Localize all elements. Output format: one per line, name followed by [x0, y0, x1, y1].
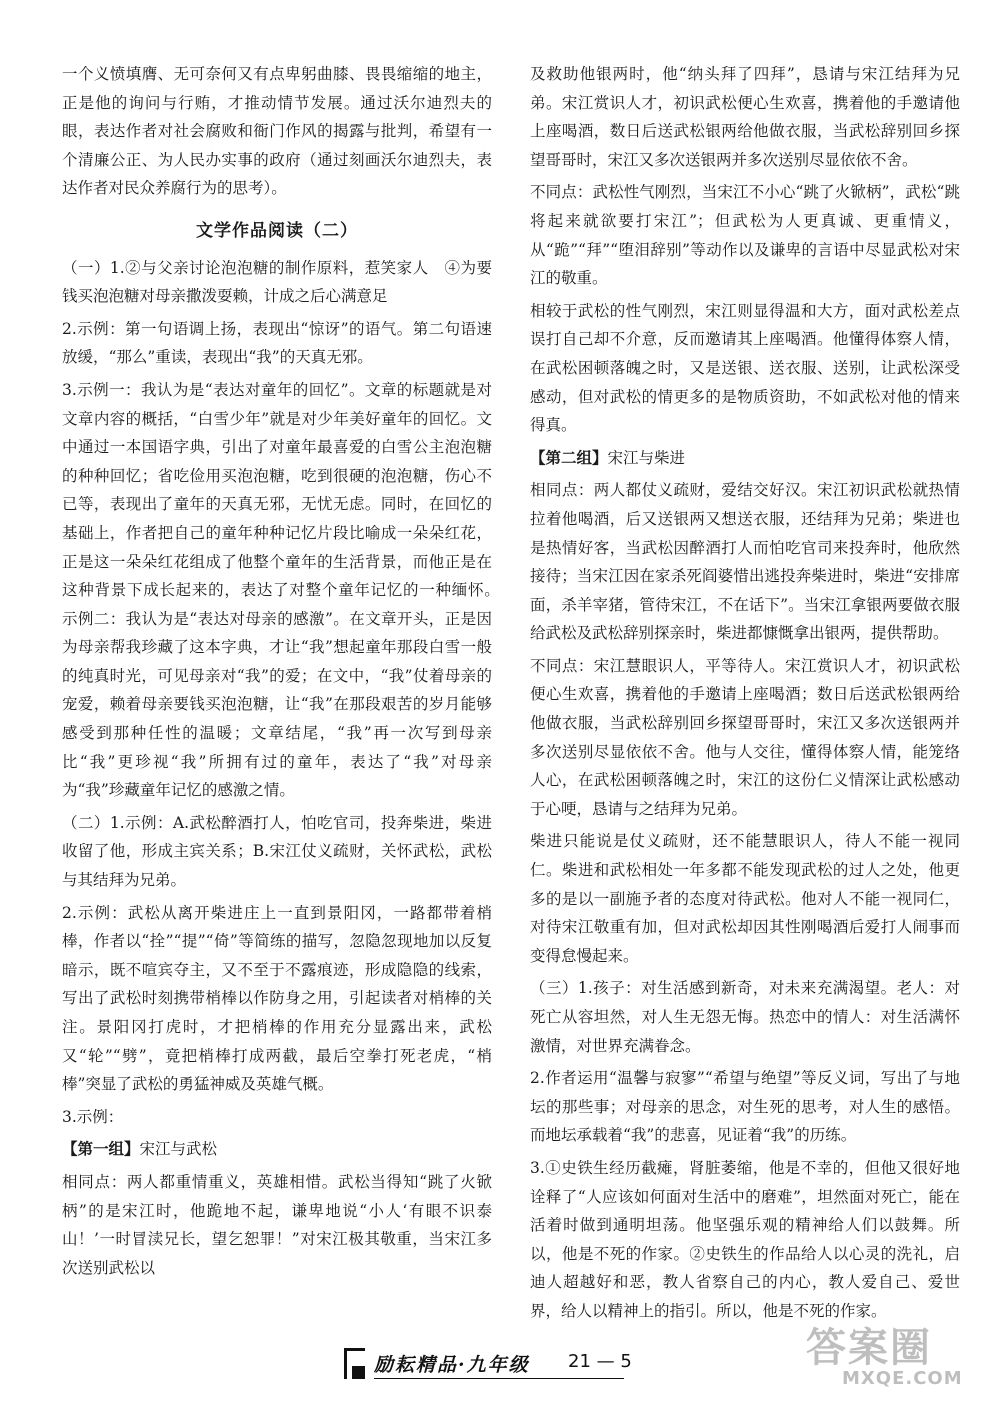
- paragraph: 及救助他银两时，他“纳头拜了四拜”，恳请与宋江结拜为兄弟。宋江赏识人才，初识武松便心生欢喜，携着他的手邀请他上座喝酒，数日后送武松银两给他做衣服，当武松辞别回乡探望哥哥时，宋江又多次送银两并多次送别尽显依依不舍。: [530, 65, 960, 169]
- paragraph: （二）1.示例：A.武松醉酒打人，怕吃官司，投奔柴进，柴进收留了他，形成主宾关系；B.宋江仗义疏财，关怀武松，武松与其结拜为兄弟。: [62, 813, 492, 890]
- book-title: 励耘精品·九年级: [374, 1354, 530, 1376]
- right-column: [530, 60, 960, 1330]
- paragraph: 3.①史铁生经历截瘫，肾脏萎缩，他是不幸的，但他又很好地诠释了“人应该如何面对生活中的磨难”，坦然面对死亡，能在活着时做到通明坦荡。他坚强乐观的精神给人们以鼓舞。所以，他是不死的作家。②史铁生的作品给人以心灵的洗礼，启迪人超越好和恶，教人省察自己的内心，教人爱自己、爱世界，给人以精神上的指引。所以，他是不死的作家。: [530, 1158, 960, 1320]
- group-heading: [62, 1135, 492, 1164]
- paragraph: 一个义愤填膺、无可奈何又有点卑躬曲膝、畏畏缩缩的地主，正是他的询问与行贿，才推动情节发展。通过沃尔迪烈夫的眼，表达作者对社会腐败和衙门作风的揭露与批判，希望有一个清廉公正、为人民办实事的政府（通过刻画沃尔迪烈夫，表达作者对民众养腐行为的思考）。: [62, 65, 492, 198]
- square-mark: [352, 1366, 365, 1379]
- paragraph: 3.示例：: [62, 1107, 124, 1126]
- paragraph: 相同点：两人都重情重义，英雄相惜。武松当得知“跳了火锨柄”的是宋江时，他跪地不起，谦卑地说“小人‘有眼不识泰山！’一时冒渎兄长，望乞恕罪！”对宋江极其敬重，当宋江多次送别武松以: [62, 1172, 492, 1277]
- paragraph: 相同点：两人都仗义疏财，爱结交好汉。宋江初识武松就热情拉着他喝酒，后又送银两又想送衣服，还结拜为兄弟；柴进也是热情好客，当武松因醉酒打人而怕吃官司来投奔时，他欣然接待；当宋江因在家杀死阎婆惜出逃投奔柴进时，柴进“安排席面，杀羊宰猪，管待宋江，不在话下”。当宋江拿银两要做衣服给武松及武松辞别探亲时，柴进都慷慨拿出银两，提供帮助。: [530, 481, 960, 643]
- paragraph: （三）1.孩子：对生活感到新奇，对未来充满渴望。老人：对死亡从容坦然，对人生无怨无悔。热恋中的情人：对生活满怀激情，对世界充满眷念。: [530, 979, 960, 1055]
- paragraph: （一）1.②与父亲讨论泡泡糖的制作原料，惹笑家人 ④为要钱买泡泡糖对母亲撒泼耍赖，计成之后心满意足: [62, 258, 492, 306]
- watermark-logo: [806, 1316, 986, 1396]
- watermark-text: 答案圈: [806, 1325, 932, 1371]
- paragraph: 不同点：武松性气刚烈，当宋江不小心“跳了火锨柄”，武松“跳将起来就欲要打宋江”；但武松为人更真诚、更重情义，从“跪”“拜”“堕泪辞别”等动作以及谦卑的言语中尽显武松对宋江的敬重。: [530, 183, 960, 288]
- paragraph: 2.示例：武松从离开柴进庄上一直到景阳冈，一路都带着梢棒，作者以“拴”“提”“倚”等简练的描写，忽隐忽现地加以反复暗示，既不喧宾夺主，又不至于不露痕迹，形成隐隐的线索，写出了武松时刻携带梢棒以作防身之用，引起读者对梢棒的关注。景阳冈打虎时，才把梢棒的作用充分显露出来，武松又“轮”“劈”，竟把梢棒打成两截，最后空拳打死老虎，“梢棒”突显了武松的勇猛神威及英雄气概。: [62, 903, 492, 1094]
- group-heading: [530, 444, 960, 473]
- page-footer: [330, 1344, 670, 1384]
- paragraph: 相较于武松的性气刚烈，宋江则显得温和大方，面对武松差点误打自己却不介意，反而邀请其上座喝酒。他懂得体察人情，在武松困顿落魄之时，又是送银、送衣服、送别，让武松深受感动，但对武松的情更多的是物质资助，不如武松对他的情来得真。: [530, 301, 960, 435]
- paragraph: 2.作者运用“温馨与寂寥”“希望与绝望”等反义词，写出了与地坛的那些事；对母亲的思念，对生死的思考，对人生的感悟。而地坛承载着“我”的悲喜，见证着“我”的历练。: [530, 1069, 960, 1145]
- left-column: [62, 60, 508, 1286]
- watermark-url: MXQE.COM: [842, 1368, 963, 1389]
- group-label: 【第一组】: [62, 1140, 140, 1159]
- page-number: 21 — 5: [568, 1351, 632, 1372]
- footer-rule: [374, 1378, 624, 1379]
- paragraph: 3.示例一：我认为是“表达对童年的回忆”。文章的标题就是对文章内容的概括，“白雪少年”就是对少年美好童年的回忆。文中通过一本国语字典，引出了对童年最喜爱的白雪公主泡泡糖的种种回忆；省吃俭用买泡泡糖，吃到很硬的泡泡糖，伤心不已等，表现出了童年的天真无邪，无忧无虑。同时，在回忆的基础上，作者把自己的童年种种记忆片段比喻成一朵朵红花，正是这一朵朵红花组成了他整个童年的生活背景，而他正是在这种背景下成长起来的，表达了对整个童年记忆的一种缅怀。 示例二：我认为是“表达对母亲的感激”。在文章开头，正是因为母亲帮我珍藏了这本字典，才让“我”想起童年那段白雪一般的纯真时光，可见母亲对“我”的爱；在文中，“我”仗着母亲的宠爱，赖着母亲要钱买泡泡糖，让“我”在那段艰苦的岁月能够感受到那种任性的温暖；文章结尾，“我”再一次写到母亲比“我”更珍视“我”所拥有过的童年，表达了“我”对母亲为“我”珍藏童年记忆的感激之情。: [62, 380, 508, 800]
- section-title: 文学作品阅读（二）: [196, 220, 358, 241]
- paragraph: 2.示例：第一句语调上扬，表现出“惊讶”的语气。第二句语速放缓，“那么”重读，表现出“我”的天真无邪。: [62, 319, 492, 367]
- group-label: 【第二组】: [530, 448, 608, 467]
- group-title: 宋江与武松: [139, 1140, 218, 1159]
- group-title: 宋江与柴进: [607, 448, 686, 467]
- paragraph: 不同点：宋江慧眼识人，平等待人。宋江赏识人才，初识武松便心生欢喜，携着他的手邀请上座喝酒；数日后送武松银两给他做衣服，当武松辞别回乡探望哥哥时，宋江又多次送银两并多次送别尽显依依不舍。他与人交往，懂得体察人情，能笼络人心，在武松困顿落魄之时，宋江的这份仁义情深让武松感动于心哽，恳请与之结拜为兄弟。: [530, 656, 960, 818]
- paragraph: 柴进只能说是仗义疏财，还不能慧眼识人，待人不能一视同仁。柴进和武松相处一年多都不能发现武松的过人之处，他更多的是以一副施予者的态度对待武松。他对人不能一视同仁，对待宋江敬重有加，但对武松却因其性刚喝酒后爱打人闹事而变得怠慢起来。: [530, 832, 960, 965]
